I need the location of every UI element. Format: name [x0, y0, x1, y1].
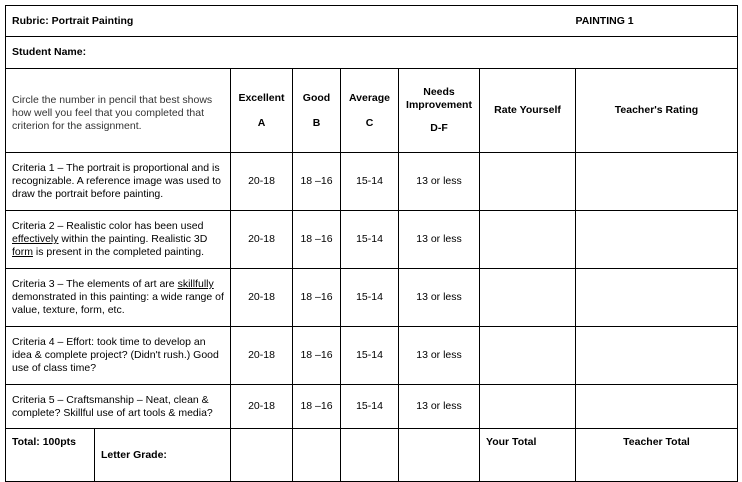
criteria-text: Criteria 3 – The elements of art are — [12, 278, 178, 290]
score-excellent: 20-18 — [231, 269, 293, 327]
score-excellent: 20-18 — [231, 385, 293, 429]
rubric-table — [5, 5, 738, 482]
average-grade: C — [365, 116, 374, 129]
criteria-description — [6, 211, 231, 269]
criteria-text: Criteria 2 – Realistic color has been used — [12, 220, 204, 232]
score-average: 15-14 — [341, 153, 399, 211]
rate-yourself-cell[interactable] — [480, 153, 576, 211]
teacher-rating-cell — [576, 385, 738, 429]
average-header — [341, 69, 399, 153]
score-excellent: 20-18 — [231, 211, 293, 269]
score-good: 18 –16 — [293, 385, 341, 429]
score-average: 15-14 — [341, 385, 399, 429]
total-excellent-cell — [231, 429, 293, 482]
rate-yourself-cell[interactable] — [480, 269, 576, 327]
criteria-description — [6, 153, 231, 211]
total-needs-cell — [399, 429, 480, 482]
criteria-description — [6, 385, 231, 429]
rubric-sheet — [5, 5, 738, 482]
excellent-grade: A — [257, 116, 266, 129]
good-label: Good — [302, 91, 331, 104]
criteria-row — [6, 269, 738, 327]
instructions-cell: Circle the number in pencil that best shows how well you feel that you completed that criterion for the assignment. — [6, 69, 231, 153]
student-name-row — [6, 37, 738, 69]
totals-row — [6, 429, 738, 482]
good-header — [293, 69, 341, 153]
score-good: 18 –16 — [293, 327, 341, 385]
score-average: 15-14 — [341, 211, 399, 269]
criteria-row — [6, 385, 738, 429]
criteria-description — [6, 327, 231, 385]
excellent-header — [231, 69, 293, 153]
needs-improvement-grade: D-F — [430, 122, 448, 134]
teacher-rating-header: Teacher's Rating — [576, 69, 738, 153]
score-good: 18 –16 — [293, 269, 341, 327]
rate-yourself-cell[interactable] — [480, 211, 576, 269]
title-row — [6, 6, 738, 37]
rate-yourself-cell[interactable] — [480, 327, 576, 385]
total-points-label: Total: 100pts — [6, 429, 95, 482]
score-needs-improvement: 13 or less — [399, 269, 480, 327]
score-needs-improvement: 13 or less — [399, 153, 480, 211]
criteria-text: Criteria 1 – The portrait is proportional and is recognizable. A reference image was used to draw the portrait before painting. — [12, 162, 221, 200]
teacher-rating-cell — [576, 269, 738, 327]
teacher-rating-cell — [576, 327, 738, 385]
rate-yourself-header: Rate Yourself — [480, 69, 576, 153]
total-average-cell — [341, 429, 399, 482]
average-label: Average — [348, 91, 391, 104]
criteria-row — [6, 211, 738, 269]
criteria-text: demonstrated in this painting: a wide range of value, texture, form, etc. — [12, 291, 224, 316]
total-good-cell — [293, 429, 341, 482]
needs-improvement-label: Needs Improvement — [406, 86, 472, 111]
letter-grade-label: Letter Grade: — [95, 429, 231, 482]
score-good: 18 –16 — [293, 153, 341, 211]
score-excellent: 20-18 — [231, 153, 293, 211]
unit-label: PAINTING 1 — [576, 6, 738, 37]
student-name-label: Student Name: — [6, 37, 738, 69]
your-total-label[interactable]: Your Total — [480, 429, 576, 482]
criteria-text: Criteria 5 – Craftsmanship – Neat, clean & complete? Skillful use of art tools & media? — [12, 393, 213, 419]
criteria-emphasis: skillfully — [177, 278, 214, 290]
score-excellent: 20-18 — [231, 327, 293, 385]
teacher-rating-cell — [576, 211, 738, 269]
score-good: 18 –16 — [293, 211, 341, 269]
criteria-row — [6, 327, 738, 385]
score-needs-improvement: 13 or less — [399, 385, 480, 429]
score-average: 15-14 — [341, 269, 399, 327]
rubric-title: Rubric: Portrait Painting — [6, 6, 576, 37]
rate-yourself-cell[interactable] — [480, 385, 576, 429]
score-average: 15-14 — [341, 327, 399, 385]
criteria-row — [6, 153, 738, 211]
criteria-description — [6, 269, 231, 327]
criteria-emphasis: effectively — [12, 233, 59, 245]
score-needs-improvement: 13 or less — [399, 211, 480, 269]
teacher-total-label: Teacher Total — [576, 429, 738, 482]
header-row — [6, 69, 738, 153]
criteria-text: within the painting. Realistic 3D — [58, 233, 208, 245]
excellent-label: Excellent — [238, 91, 285, 104]
needs-improvement-header — [399, 69, 480, 153]
criteria-text: is present in the completed painting. — [33, 246, 205, 258]
criteria-emphasis: form — [12, 246, 33, 258]
good-grade: B — [312, 116, 321, 129]
criteria-text: Criteria 4 – Effort: took time to develop an idea & complete project? (Didn't rush.) Good use of class time? — [12, 336, 219, 374]
teacher-rating-cell — [576, 153, 738, 211]
score-needs-improvement: 13 or less — [399, 327, 480, 385]
